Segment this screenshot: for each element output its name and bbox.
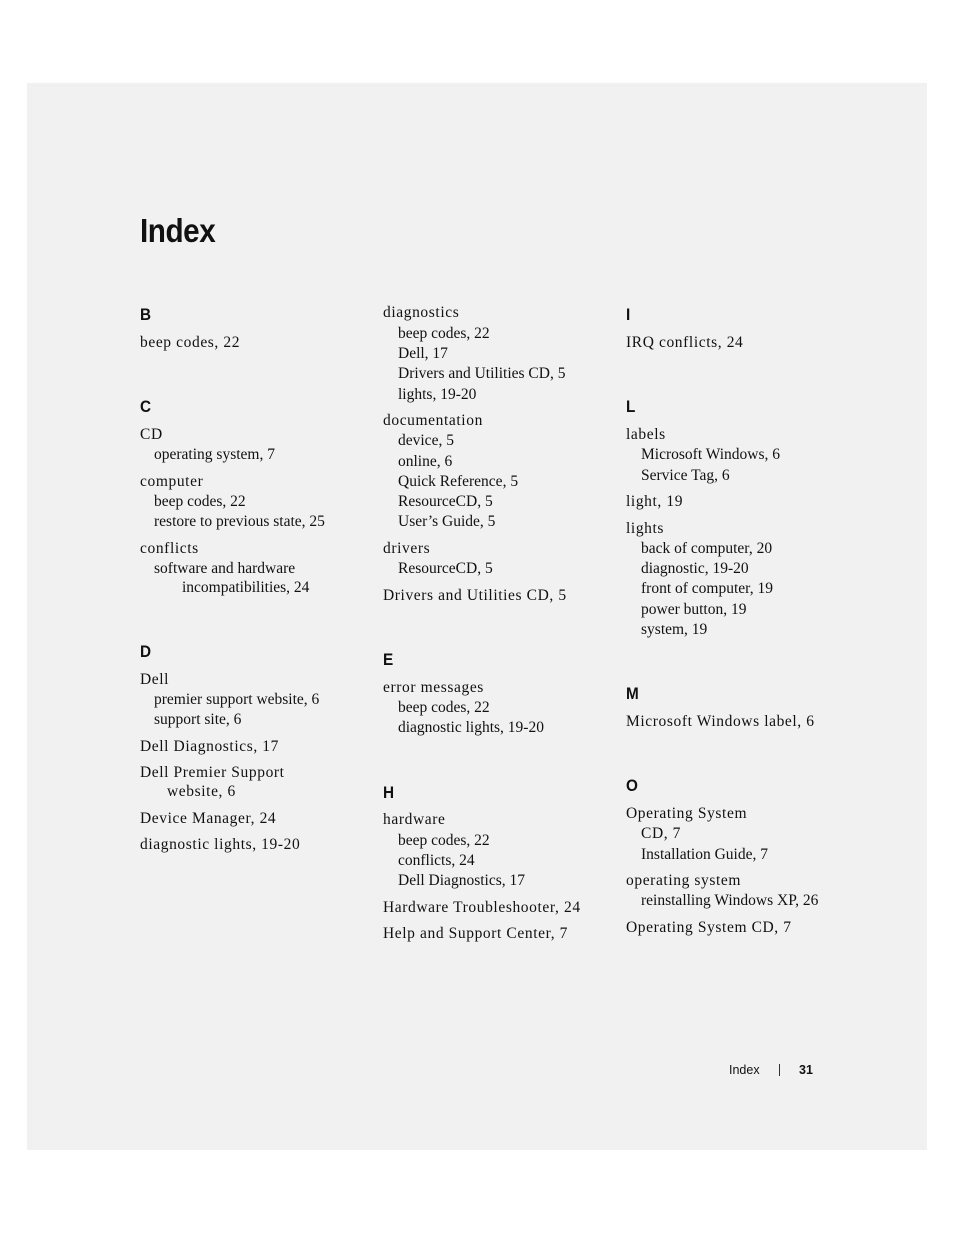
index-subentry: back of computer, 20	[641, 540, 773, 557]
index-subentry: ResourceCD, 5	[398, 493, 493, 510]
section-letter-l: L	[626, 397, 636, 416]
index-entry: diagnostic lights, 19-20	[140, 836, 301, 853]
index-entry: IRQ conflicts, 24	[626, 334, 744, 351]
section-letter-b: B	[140, 305, 152, 324]
footer-divider	[779, 1064, 780, 1076]
index-entry: Dell Premier Support	[140, 764, 285, 781]
index-entry-continued: CD, 7	[641, 825, 682, 842]
section-letter-d: D	[140, 642, 152, 661]
index-subentry: online, 6	[398, 453, 453, 470]
index-subentry: Microsoft Windows, 6	[641, 446, 781, 463]
index-subentry-continued: incompatibilities, 24	[182, 579, 310, 596]
index-entry: Operating System CD, 7	[626, 919, 792, 936]
index-subentry: reinstalling Windows XP, 26	[641, 892, 819, 909]
index-subentry: Dell, 17	[398, 345, 448, 362]
index-entry: Help and Support Center, 7	[383, 925, 569, 942]
index-subentry: diagnostic, 19-20	[641, 560, 749, 577]
section-letter-c: C	[140, 397, 152, 416]
index-subentry: Service Tag, 6	[641, 467, 730, 484]
index-entry: operating system	[626, 872, 742, 889]
index-entry: Microsoft Windows label, 6	[626, 713, 815, 730]
index-entry: Drivers and Utilities CD, 5	[383, 587, 567, 604]
index-subentry: support site, 6	[154, 711, 242, 728]
index-subentry: lights, 19-20	[398, 386, 477, 403]
index-entry: light, 19	[626, 493, 684, 510]
index-subentry: User’s Guide, 5	[398, 513, 496, 530]
index-subentry: operating system, 7	[154, 446, 275, 463]
index-entry: CD	[140, 426, 163, 443]
section-letter-o: O	[626, 776, 638, 795]
index-subentry: ResourceCD, 5	[398, 560, 493, 577]
index-entry: documentation	[383, 412, 483, 429]
index-subentry: diagnostic lights, 19-20	[398, 719, 544, 736]
index-entry: drivers	[383, 540, 431, 557]
section-letter-e: E	[383, 650, 394, 669]
index-entry: conflicts	[140, 540, 199, 557]
index-entry: computer	[140, 473, 204, 490]
section-letter-h: H	[383, 783, 395, 802]
index-entry: Dell Diagnostics, 17	[140, 738, 279, 755]
index-entry: diagnostics	[383, 304, 460, 321]
index-entry: labels	[626, 426, 666, 443]
index-subentry: conflicts, 24	[398, 852, 475, 869]
section-letter-i: I	[626, 305, 631, 324]
index-subentry: device, 5	[398, 432, 454, 449]
index-subentry: software and hardware	[154, 560, 296, 577]
index-entry: error messages	[383, 679, 484, 696]
index-entry: beep codes, 22	[140, 334, 241, 351]
index-subentry: Dell Diagnostics, 17	[398, 872, 525, 889]
index-entry: Operating System	[626, 805, 748, 822]
index-subentry: Drivers and Utilities CD, 5	[398, 365, 566, 382]
footer-section-label: Index	[729, 1063, 760, 1077]
page-number: 31	[799, 1063, 813, 1077]
index-subentry: Quick Reference, 5	[398, 473, 519, 490]
index-subentry: premier support website, 6	[154, 691, 320, 708]
index-subentry: beep codes, 22	[154, 493, 246, 510]
index-entry: Device Manager, 24	[140, 810, 277, 827]
index-entry: lights	[626, 520, 665, 537]
index-entry: Dell	[140, 671, 170, 688]
index-subentry: power button, 19	[641, 601, 747, 618]
index-entry-continued: website, 6	[167, 783, 236, 800]
index-subentry: restore to previous state, 25	[154, 513, 325, 530]
section-letter-m: M	[626, 684, 639, 703]
index-subentry: beep codes, 22	[398, 699, 490, 716]
index-subentry: Installation Guide, 7	[641, 846, 768, 863]
index-subentry: beep codes, 22	[398, 325, 490, 342]
index-subentry: system, 19	[641, 621, 708, 638]
index-subentry: front of computer, 19	[641, 580, 773, 597]
index-entry: Hardware Troubleshooter, 24	[383, 899, 581, 916]
index-entry: hardware	[383, 811, 446, 828]
index-subentry: beep codes, 22	[398, 832, 490, 849]
page-title: Index	[140, 212, 216, 249]
